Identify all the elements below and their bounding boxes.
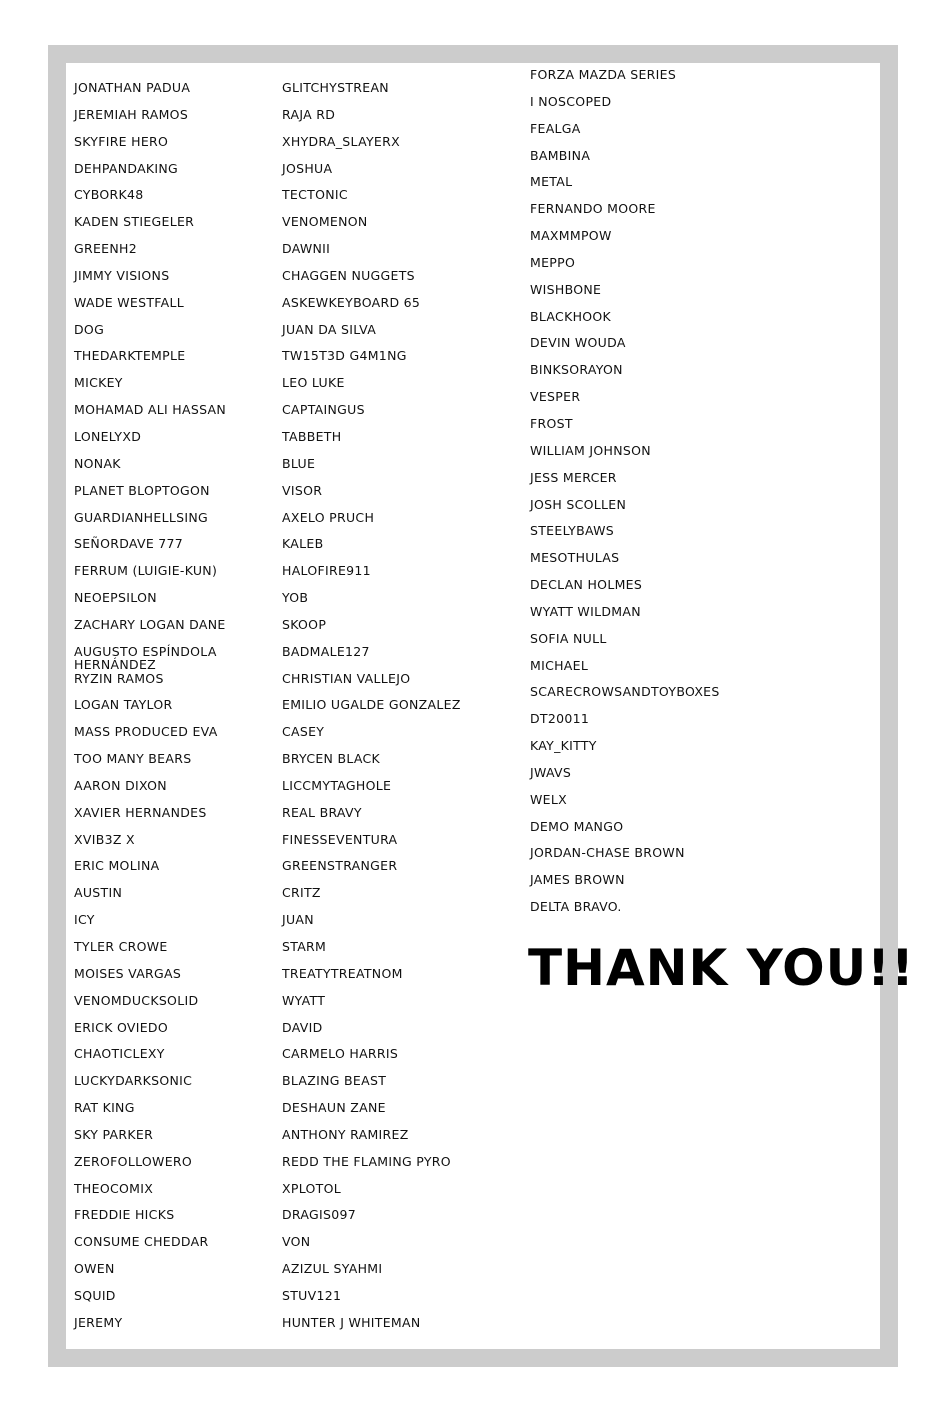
credit-name: MASS PRODUCED EVA xyxy=(74,724,218,740)
credit-name: ANTHONY RAMIREZ xyxy=(282,1126,409,1142)
credit-name: SKOOP xyxy=(282,616,327,632)
credit-name: BRYCEN BLACK xyxy=(282,751,381,767)
credit-name: GLITCHYSTREAN xyxy=(282,80,389,95)
credit-name: ERIC MOLINA xyxy=(74,858,160,874)
credit-name: FREDDIE HICKS xyxy=(74,1207,175,1223)
credits-column-3 xyxy=(530,68,860,927)
credit-name: CYBORK48 xyxy=(74,187,144,203)
credit-name: DRAGIS097 xyxy=(282,1207,357,1223)
credit-name: KADEN STIEGELER xyxy=(74,214,195,230)
credit-name: SKY PARKER xyxy=(74,1126,154,1142)
thank-you-heading: THANK YOU!! xyxy=(528,939,915,997)
credit-name: GUARDIANHELLSING xyxy=(74,509,208,525)
credit-name: WISHBONE xyxy=(530,281,602,297)
credit-name: LONELYXD xyxy=(74,428,142,444)
credit-name: TW15T3D G4M1NG xyxy=(282,348,407,364)
credit-name: FINESSEVENTURA xyxy=(282,831,398,847)
credit-name: CHAGGEN NUGGETS xyxy=(282,267,415,283)
credit-name: MOISES VARGAS xyxy=(74,965,182,981)
credit-name: HUNTER J WHITEMAN xyxy=(282,1314,421,1330)
credit-name: JONATHAN PADUA xyxy=(74,80,191,95)
credit-name: DEHPANDAKING xyxy=(74,160,179,176)
credit-name: TABBETH xyxy=(282,428,342,444)
credit-name: STARM xyxy=(282,939,327,954)
credit-name: AUGUSTO ESPÍNDOLA HERNÁNDEZ xyxy=(74,643,217,672)
credit-name: GREENSTRANGER xyxy=(282,858,398,874)
credit-name: VISOR xyxy=(282,482,323,498)
credit-name: FERRUM (LUIGIE-KUN) xyxy=(74,563,218,579)
credit-name: HALOFIRE911 xyxy=(282,563,371,579)
credit-name: NONAK xyxy=(74,455,121,471)
credit-name: LICCMYTAGHOLE xyxy=(282,777,392,793)
credit-name: ASKEWKEYBOARD 65 xyxy=(282,294,421,310)
credit-name: YOB xyxy=(282,590,309,606)
credit-name: XHYDRA_SLAYERX xyxy=(282,133,400,149)
credit-name: VESPER xyxy=(530,389,581,405)
credit-name: JUAN DA SILVA xyxy=(282,321,377,337)
credit-name: JIMMY VISIONS xyxy=(74,267,170,283)
credit-name: BADMALE127 xyxy=(282,643,370,659)
credit-name: WYATT WILDMAN xyxy=(530,603,641,619)
credit-name: DELTA BRAVO. xyxy=(530,899,622,915)
credit-name: WELX xyxy=(530,791,567,807)
credit-name: CRITZ xyxy=(282,885,321,901)
credit-name: WYATT xyxy=(282,992,326,1008)
credit-name: KALEB xyxy=(282,536,324,552)
credit-name: SOFIA NULL xyxy=(530,630,607,646)
credit-name: TOO MANY BEARS xyxy=(74,751,192,767)
credit-name: ZACHARY LOGAN DANE xyxy=(74,616,226,632)
credit-name: DT20011 xyxy=(530,711,590,727)
credit-name: DECLAN HOLMES xyxy=(530,577,643,593)
credit-name: DAVID xyxy=(282,1019,323,1035)
credit-name: RAT KING xyxy=(74,1100,135,1116)
credit-name: JESS MERCER xyxy=(530,469,617,485)
credit-name: RYZIN RAMOS xyxy=(74,670,164,686)
credit-name: ICY xyxy=(74,912,95,928)
credits-column-2 xyxy=(282,81,522,1343)
credit-name: JOSHUA xyxy=(282,160,333,176)
credit-name: ZEROFOLLOWERO xyxy=(74,1153,193,1169)
credit-name: BAMBINA xyxy=(530,147,591,163)
credit-name: CASEY xyxy=(282,724,325,740)
credit-name: AUSTIN xyxy=(74,885,123,901)
credit-name: FERNANDO MOORE xyxy=(530,201,656,217)
credit-name: MOHAMAD ALI HASSAN xyxy=(74,402,227,418)
credit-name: THEOCOMIX xyxy=(74,1180,154,1196)
credit-name: VENOMDUCKSOLID xyxy=(74,992,199,1008)
credit-name: BLUE xyxy=(282,455,316,471)
credit-name: STEELYBAWS xyxy=(530,523,615,539)
credit-name: TECTONIC xyxy=(282,187,348,203)
credit-name: TYLER CROWE xyxy=(74,939,168,954)
credit-name: MEPPO xyxy=(530,254,576,270)
credit-name: FROST xyxy=(530,415,573,431)
credit-name: SQUID xyxy=(74,1287,116,1303)
credit-name: MICHAEL xyxy=(530,657,589,673)
credit-name: LOGAN TAYLOR xyxy=(74,697,173,713)
credit-name: LUCKYDARKSONIC xyxy=(74,1073,193,1089)
credit-name: CHAOTICLEXY xyxy=(74,1046,165,1062)
credit-name: BLAZING BEAST xyxy=(282,1073,387,1089)
credit-name: EMILIO UGALDE GONZALEZ xyxy=(282,697,461,713)
credit-name: WILLIAM JOHNSON xyxy=(530,442,651,458)
credit-name: STUV121 xyxy=(282,1287,342,1303)
credit-name: AXELO PRUCH xyxy=(282,509,375,525)
credit-name: OWEN xyxy=(74,1261,115,1277)
credit-name: DAWNII xyxy=(282,241,331,257)
credit-name: WADE WESTFALL xyxy=(74,294,184,310)
credit-name: AZIZUL SYAHMI xyxy=(282,1261,383,1277)
credit-name: XAVIER HERNANDES xyxy=(74,804,207,820)
credit-name: METAL xyxy=(530,174,573,190)
credit-name: JEREMY xyxy=(74,1314,123,1330)
credit-name: JORDAN-CHASE BROWN xyxy=(530,845,685,861)
credit-name: XVIB3Z X xyxy=(74,831,135,847)
credit-name: I NOSCOPED xyxy=(530,93,612,109)
credit-name: FEALGA xyxy=(530,120,581,136)
credit-name: SKYFIRE HERO xyxy=(74,133,169,149)
credit-name: THEDARKTEMPLE xyxy=(74,348,186,364)
credit-name: FORZA MAZDA SERIES xyxy=(530,67,677,82)
credit-name: AARON DIXON xyxy=(74,777,167,793)
credit-name: DEMO MANGO xyxy=(530,818,624,834)
credit-name: JAMES BROWN xyxy=(530,872,625,888)
credit-name: GREENH2 xyxy=(74,241,137,257)
credit-name: CAPTAINGUS xyxy=(282,402,365,418)
credit-name: DOG xyxy=(74,321,105,337)
credit-name: VON xyxy=(282,1234,311,1250)
credit-name: JUAN xyxy=(282,912,314,928)
credit-name: KAY_KITTY xyxy=(530,738,597,754)
credit-name: MAXMMPOW xyxy=(530,228,612,244)
credit-name: NEOEPSILON xyxy=(74,590,157,606)
credit-name: CHRISTIAN VALLEJO xyxy=(282,670,411,686)
credit-name: MICKEY xyxy=(74,375,123,391)
credit-name: BLACKHOOK xyxy=(530,308,612,324)
credit-name: REDD THE FLAMING PYRO xyxy=(282,1153,451,1169)
credit-name: TREATYTREATNOM xyxy=(282,965,403,981)
credit-name: DEVIN WOUDA xyxy=(530,335,626,351)
credit-name: BINKSORAYON xyxy=(530,362,623,378)
credit-name: LEO LUKE xyxy=(282,375,345,391)
credit-name: SCARECROWSANDTOYBOXES xyxy=(530,684,720,700)
credit-name: CARMELO HARRIS xyxy=(282,1046,399,1062)
credit-name: SEÑORDAVE 777 xyxy=(74,536,184,552)
credit-name: RAJA RD xyxy=(282,106,336,122)
credit-name: JWAVS xyxy=(530,764,572,780)
credits-column-1 xyxy=(74,81,274,1343)
credit-name: VENOMENON xyxy=(282,214,368,230)
credit-name: MESOTHULAS xyxy=(530,550,620,566)
credit-name: PLANET BLOPTOGON xyxy=(74,482,210,498)
credit-name: JEREMIAH RAMOS xyxy=(74,106,189,122)
credit-name: DESHAUN ZANE xyxy=(282,1100,386,1116)
credit-name: CONSUME CHEDDAR xyxy=(74,1234,209,1250)
credit-name: ERICK OVIEDO xyxy=(74,1019,168,1035)
credit-name: XPLOTOL xyxy=(282,1180,341,1196)
credit-name: REAL BRAVY xyxy=(282,804,362,820)
credit-name: JOSH SCOLLEN xyxy=(530,496,627,512)
